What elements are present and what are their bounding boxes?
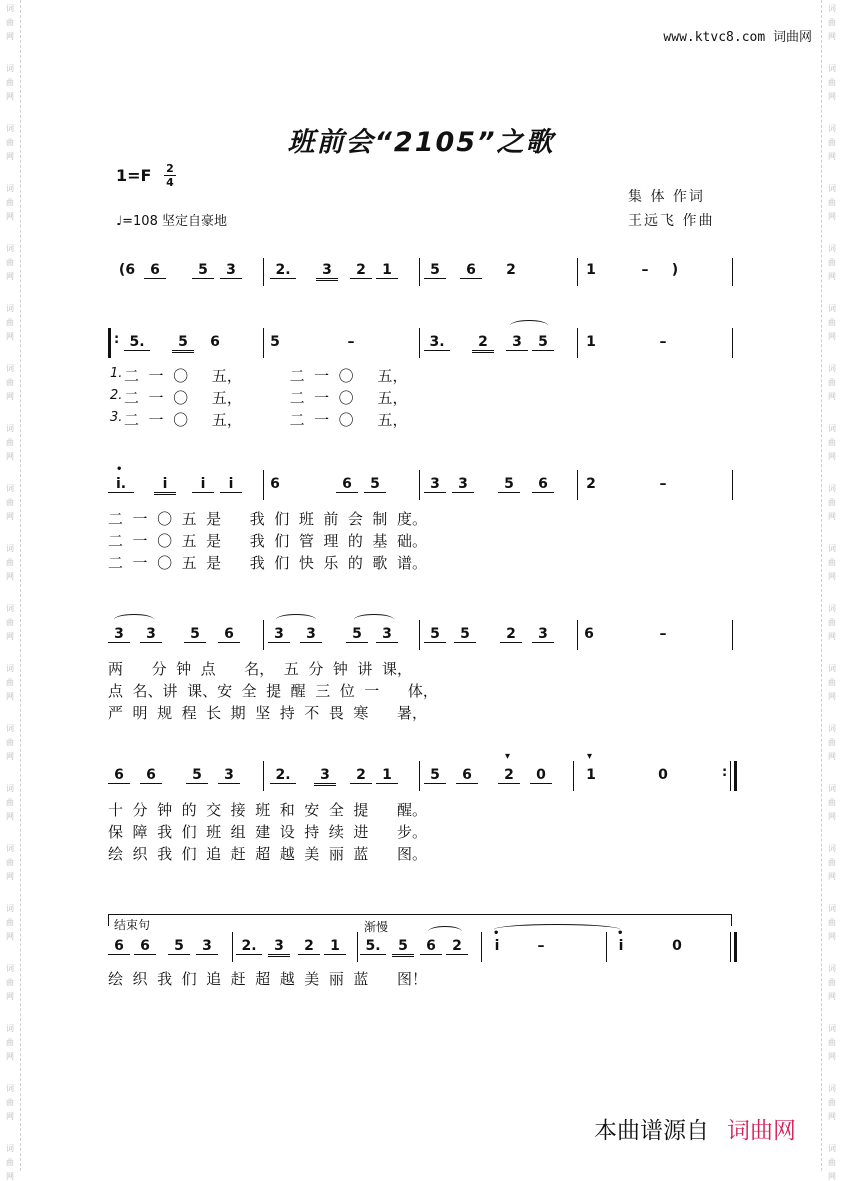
octave-dot: • — [617, 928, 624, 939]
note: 6 — [140, 767, 162, 784]
watermark-glyph: 曲 — [6, 1158, 14, 1167]
note: 3 — [196, 938, 218, 955]
barline — [263, 620, 264, 650]
barline — [577, 328, 578, 358]
watermark-glyph: 网 — [828, 1052, 836, 1061]
footer-source-text: 本曲谱源自 — [594, 1118, 709, 1144]
lyric-line: 点 名、讲 课、安 全 提 醒 三 位 一 体， — [108, 682, 438, 700]
note: 3 — [452, 476, 474, 493]
watermark-glyph: 网 — [6, 212, 14, 221]
note: 6 — [420, 938, 442, 955]
watermark-glyph: 网 — [6, 152, 14, 161]
note: 2 — [350, 767, 372, 784]
fermata-dot: ▾ — [587, 751, 593, 762]
note: i — [192, 476, 214, 493]
watermark-glyph: 网 — [6, 932, 14, 941]
watermark-glyph: 词 — [828, 64, 836, 73]
octave-dot: • — [493, 928, 500, 939]
watermark-glyph: 词 — [6, 4, 14, 13]
note: 1 — [376, 262, 398, 279]
watermark-glyph: 网 — [6, 572, 14, 581]
note: – — [659, 334, 667, 350]
tempo-marking: ♩=108 坚定自豪地 — [116, 214, 227, 229]
note: 3 — [376, 626, 398, 643]
repeat-dots: : — [722, 765, 728, 780]
watermark-glyph: 网 — [6, 32, 14, 41]
watermark-glyph: 网 — [6, 872, 14, 881]
repeat-dots: : — [114, 332, 120, 347]
slur — [428, 926, 462, 937]
note: 6 — [144, 262, 166, 279]
note: – — [659, 626, 667, 642]
watermark-glyph: 词 — [6, 244, 14, 253]
barline — [732, 470, 733, 500]
watermark-glyph: 曲 — [828, 738, 836, 747]
note: 2 — [506, 262, 516, 278]
note: 5 — [168, 938, 190, 955]
watermark-glyph: 词 — [6, 1024, 14, 1033]
note: 6 — [336, 476, 358, 493]
song-title: 班前会“2105”之歌 — [287, 127, 555, 158]
lyric-line: 二 一 〇 五 是 我 们 管 理 的 基 础。 — [108, 532, 427, 550]
note: 3 — [316, 262, 338, 281]
note: 2 — [586, 476, 596, 492]
watermark-glyph: 曲 — [828, 558, 836, 567]
barline — [732, 258, 733, 286]
barline — [730, 932, 731, 962]
watermark-glyph: 词 — [6, 184, 14, 193]
note: 5 — [346, 626, 368, 643]
note: 2 — [350, 262, 372, 279]
note: 2. — [236, 938, 262, 955]
watermark-glyph: 网 — [6, 332, 14, 341]
note: 5 — [424, 767, 446, 784]
note: 6 — [108, 767, 130, 784]
watermark-glyph: 曲 — [6, 678, 14, 687]
watermark-glyph: 曲 — [828, 138, 836, 147]
note: 5 — [186, 767, 208, 784]
watermark-glyph: 网 — [828, 1112, 836, 1121]
note: 6 — [108, 938, 130, 955]
lyric-line: 二 一 〇 五， 二 一 〇 五， — [124, 367, 408, 385]
watermark-glyph: 曲 — [828, 318, 836, 327]
note: 3 — [506, 334, 528, 351]
watermark-glyph: 网 — [828, 932, 836, 941]
lyric-line: 二 一 〇 五 是 我 们 快 乐 的 歌 谱。 — [108, 554, 427, 572]
watermark-glyph: 词 — [828, 424, 836, 433]
watermark-glyph: 曲 — [6, 798, 14, 807]
note: 6 — [460, 262, 482, 279]
note: 6 — [532, 476, 554, 493]
watermark-glyph: 词 — [828, 784, 836, 793]
watermark-glyph: 曲 — [828, 18, 836, 27]
watermark-glyph: 网 — [6, 92, 14, 101]
note: i — [220, 476, 242, 493]
watermark-glyph: 曲 — [828, 618, 836, 627]
watermark-glyph: 词 — [6, 1084, 14, 1093]
watermark-glyph: 词 — [828, 1144, 836, 1153]
watermark-glyph: 网 — [6, 632, 14, 641]
note: 2. — [270, 262, 296, 279]
repeat-end-barline — [734, 761, 737, 791]
watermark-glyph: 词 — [6, 124, 14, 133]
note: 1 — [586, 767, 596, 783]
slur — [354, 614, 394, 625]
note: 5 — [184, 626, 206, 643]
note: 3 — [314, 767, 336, 786]
ending-bracket — [108, 914, 732, 915]
barline — [732, 328, 733, 358]
barline — [357, 932, 358, 962]
octave-dot: • — [116, 464, 123, 475]
watermark-glyph: 曲 — [6, 498, 14, 507]
watermark-glyph: 网 — [828, 1172, 836, 1181]
ending-bracket-left — [108, 914, 109, 926]
watermark-glyph: 词 — [828, 244, 836, 253]
lyric-line: 两 分 钟 点 名， 五 分 钟 讲 课， — [108, 660, 412, 678]
watermark-glyph: 词 — [6, 544, 14, 553]
watermark-glyph: 曲 — [6, 438, 14, 447]
barline — [730, 761, 731, 791]
slur — [510, 320, 548, 331]
watermark-glyph: 网 — [828, 692, 836, 701]
tie — [494, 924, 620, 935]
ritardando-label: 渐慢 — [364, 920, 389, 934]
barline — [419, 761, 420, 791]
repeat-start-barline — [108, 328, 111, 358]
watermark-glyph: 词 — [6, 364, 14, 373]
watermark-glyph: 词 — [6, 64, 14, 73]
note: 1 — [376, 767, 398, 784]
watermark-glyph: 曲 — [6, 738, 14, 747]
watermark-glyph: 网 — [6, 992, 14, 1001]
watermark-glyph: 网 — [828, 572, 836, 581]
composer-credit: 王远飞 作曲 — [628, 213, 715, 229]
lyric-line: 保 障 我 们 班 组 建 设 持 续 进 步。 — [108, 823, 427, 841]
slur — [114, 614, 154, 625]
note: 5 — [532, 334, 554, 351]
watermark-glyph: 曲 — [6, 1038, 14, 1047]
note: i — [494, 938, 500, 954]
time-signature — [164, 163, 176, 188]
watermark-glyph: 网 — [828, 272, 836, 281]
lyric-line: 二 一 〇 五， 二 一 〇 五， — [124, 389, 408, 407]
verse-number: 1. — [110, 366, 123, 381]
watermark-glyph: 网 — [828, 632, 836, 641]
final-barline — [734, 932, 737, 962]
watermark-glyph: 词 — [6, 604, 14, 613]
watermark-glyph: 曲 — [6, 378, 14, 387]
watermark-glyph: 曲 — [6, 858, 14, 867]
watermark-glyph: 网 — [828, 92, 836, 101]
watermark-glyph: 词 — [828, 1084, 836, 1093]
watermark-glyph: 曲 — [828, 1098, 836, 1107]
watermark-glyph: 词 — [828, 124, 836, 133]
watermark-glyph: 曲 — [6, 618, 14, 627]
watermark-glyph: 曲 — [6, 138, 14, 147]
watermark-glyph: 词 — [828, 844, 836, 853]
note: 6 — [456, 767, 478, 784]
watermark-glyph: 网 — [6, 692, 14, 701]
watermark-glyph: 曲 — [828, 78, 836, 87]
note: 5 — [392, 938, 414, 957]
note: 5 — [424, 626, 446, 643]
watermark-glyph: 曲 — [6, 918, 14, 927]
note: 5. — [124, 334, 150, 351]
watermark-glyph: 网 — [828, 812, 836, 821]
time-denominator: 4 — [166, 176, 174, 189]
note: i. — [108, 476, 134, 493]
watermark-glyph: 网 — [6, 1052, 14, 1061]
watermark-glyph: 词 — [6, 844, 14, 853]
watermark-glyph: 曲 — [6, 318, 14, 327]
note: 5 — [424, 262, 446, 279]
watermark-glyph: 词 — [828, 4, 836, 13]
note: 6 — [210, 334, 220, 350]
watermark-glyph: 网 — [6, 1172, 14, 1181]
watermark-glyph: 网 — [828, 212, 836, 221]
lyric-line: 二 一 〇 五 是 我 们 班 前 会 制 度。 — [108, 510, 427, 528]
note: – — [537, 938, 545, 954]
note: 0 — [658, 767, 668, 783]
watermark-glyph: 曲 — [6, 1098, 14, 1107]
note: (6 — [118, 262, 136, 278]
watermark-glyph: 词 — [828, 604, 836, 613]
note: 3 — [108, 626, 130, 643]
barline — [232, 932, 233, 962]
watermark-glyph: 词 — [6, 904, 14, 913]
watermark-glyph: 词 — [828, 364, 836, 373]
note: 3. — [424, 334, 450, 351]
watermark-glyph: 曲 — [828, 978, 836, 987]
slur — [276, 614, 316, 625]
watermark-glyph: 曲 — [828, 438, 836, 447]
watermark-glyph: 网 — [828, 752, 836, 761]
barline — [481, 932, 482, 962]
watermark-glyph: 曲 — [6, 978, 14, 987]
watermark-glyph: 词 — [6, 964, 14, 973]
watermark-glyph: 网 — [6, 752, 14, 761]
watermark-glyph: 网 — [6, 272, 14, 281]
note: 5 — [454, 626, 476, 643]
note: 5 — [498, 476, 520, 493]
watermark-glyph: 网 — [828, 872, 836, 881]
watermark-glyph: 曲 — [828, 1038, 836, 1047]
lyric-line: 十 分 钟 的 交 接 班 和 安 全 提 醒。 — [108, 801, 427, 819]
watermark-glyph: 网 — [828, 152, 836, 161]
watermark-glyph: 网 — [828, 32, 836, 41]
note: 2. — [270, 767, 296, 784]
watermark-glyph: 词 — [828, 664, 836, 673]
barline — [606, 932, 607, 962]
watermark-glyph: 曲 — [6, 78, 14, 87]
key-signature: 1=F — [116, 166, 152, 185]
barline — [263, 258, 264, 286]
lyric-line: 二 一 〇 五， 二 一 〇 五， — [124, 411, 408, 429]
watermark-glyph: 曲 — [6, 198, 14, 207]
barline — [419, 258, 420, 286]
note: i — [154, 476, 176, 495]
watermark-glyph: 词 — [6, 724, 14, 733]
barline — [577, 470, 578, 500]
watermark-glyph: 网 — [828, 992, 836, 1001]
note: 0 — [672, 938, 682, 954]
note: 5 — [192, 262, 214, 279]
note: – — [641, 262, 649, 278]
barline — [419, 470, 420, 500]
watermark-glyph: 曲 — [6, 258, 14, 267]
verse-number: 2. — [110, 388, 123, 403]
time-numerator: 2 — [166, 162, 174, 175]
barline — [577, 258, 578, 286]
verse-number: 3. — [110, 410, 123, 425]
note: 1 — [586, 262, 596, 278]
ending-bracket-right — [731, 914, 732, 926]
watermark-glyph: 曲 — [828, 918, 836, 927]
watermark-glyph: 网 — [828, 332, 836, 341]
note: 2 — [446, 938, 468, 955]
watermark-glyph: 词 — [828, 724, 836, 733]
note: 6 — [270, 476, 280, 492]
watermark-glyph: 曲 — [828, 258, 836, 267]
watermark-glyph: 词 — [828, 484, 836, 493]
barline — [263, 761, 264, 791]
fermata-dot: ▾ — [505, 751, 511, 762]
note: 0 — [530, 767, 552, 784]
note: 6 — [584, 626, 594, 642]
watermark-glyph: 网 — [6, 1112, 14, 1121]
note: 3 — [218, 767, 240, 784]
source-footer — [594, 1112, 796, 1145]
note: 2 — [472, 334, 494, 353]
lyric-line: 严 明 规 程 长 期 坚 持 不 畏 寒 暑， — [108, 704, 427, 722]
note: 3 — [220, 262, 242, 279]
lyricist-credit: 集 体 作词 — [628, 189, 705, 205]
watermark-glyph: 曲 — [6, 558, 14, 567]
lyric-line: 绘 织 我 们 追 赶 超 越 美 丽 蓝 图！ — [108, 970, 427, 988]
note: 3 — [268, 938, 290, 957]
watermark-glyph: 网 — [828, 392, 836, 401]
watermark-glyph: 网 — [6, 392, 14, 401]
watermark-glyph: 曲 — [828, 378, 836, 387]
note: 1 — [324, 938, 346, 955]
watermark-glyph: 曲 — [828, 498, 836, 507]
watermark-glyph: 网 — [6, 512, 14, 521]
note: 2 — [498, 767, 520, 784]
note: – — [347, 334, 355, 350]
note: 5 — [364, 476, 386, 493]
note: 6 — [134, 938, 156, 955]
barline — [573, 761, 574, 791]
note: 3 — [300, 626, 322, 643]
watermark-glyph: 曲 — [828, 1158, 836, 1167]
watermark-glyph: 网 — [828, 452, 836, 461]
watermark-glyph: 词 — [828, 964, 836, 973]
site-header[interactable]: www.ktvc8.com 词曲网 — [663, 30, 812, 45]
note: i — [618, 938, 624, 954]
watermark-glyph: 曲 — [828, 798, 836, 807]
watermark-glyph: 网 — [6, 452, 14, 461]
note: 3 — [268, 626, 290, 643]
watermark-glyph: 词 — [6, 664, 14, 673]
note: ) — [671, 262, 679, 278]
watermark-glyph: 词 — [6, 484, 14, 493]
watermark-glyph: 曲 — [828, 678, 836, 687]
watermark-glyph: 词 — [828, 184, 836, 193]
watermark-glyph: 词 — [828, 544, 836, 553]
note: 3 — [140, 626, 162, 643]
note: 1 — [586, 334, 596, 350]
barline — [732, 620, 733, 650]
note: 3 — [424, 476, 446, 493]
watermark-glyph: 网 — [828, 512, 836, 521]
watermark-glyph: 网 — [6, 812, 14, 821]
note: 5. — [360, 938, 386, 955]
watermark-glyph: 词 — [828, 304, 836, 313]
note: 5 — [270, 334, 280, 350]
watermark-glyph: 曲 — [828, 198, 836, 207]
ending-label: 结束句 — [114, 918, 151, 932]
barline — [419, 620, 420, 650]
note: 6 — [218, 626, 240, 643]
note: – — [659, 476, 667, 492]
watermark-glyph: 词 — [828, 1024, 836, 1033]
note: 2 — [500, 626, 522, 643]
note: 5 — [172, 334, 194, 353]
barline — [419, 328, 420, 358]
watermark-glyph: 词 — [6, 424, 14, 433]
note: 3 — [532, 626, 554, 643]
footer-brand-link[interactable]: 词曲网 — [727, 1118, 796, 1144]
lyric-line: 绘 织 我 们 追 赶 超 越 美 丽 蓝 图。 — [108, 845, 427, 863]
watermark-glyph: 曲 — [828, 858, 836, 867]
watermark-glyph: 词 — [6, 784, 14, 793]
watermark-glyph: 词 — [6, 1144, 14, 1153]
watermark-glyph: 词 — [828, 904, 836, 913]
watermark-glyph: 曲 — [6, 18, 14, 27]
note: 2 — [298, 938, 320, 955]
watermark-glyph: 词 — [6, 304, 14, 313]
